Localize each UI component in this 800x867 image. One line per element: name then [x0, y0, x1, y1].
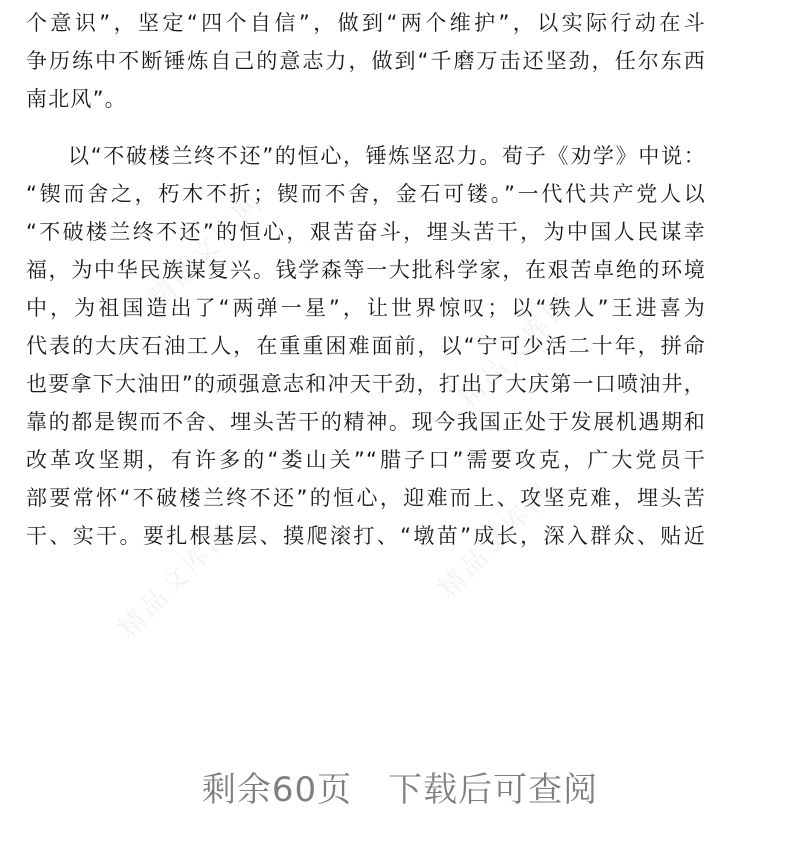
text-line: 南北风”。: [26, 87, 127, 111]
remaining-pages-label: 剩余60页: [201, 770, 353, 810]
watermark: 精品文库网: [113, 516, 241, 644]
download-hint-label: 下载后可查阅: [388, 770, 599, 810]
text-line: 部要常怀“不破楼兰终不还”的恒心，迎难而上、攻坚克难，埋头苦: [26, 486, 706, 510]
watermark: 精品文库网: [453, 286, 581, 414]
text-line: “不破楼兰终不还”的恒心，艰苦奋斗，埋头苦干，为中国人民谋幸: [26, 220, 706, 244]
text-line: 个意识”，坚定“四个自信”，做到“两个维护”，以实际行动在斗: [26, 11, 706, 35]
text-line: 中，为祖国造出了“两弹一星”，让世界惊叹；以“铁人”王进喜为: [26, 296, 706, 320]
paragraph-continuation: [26, 4, 706, 118]
watermark: 精品文库网: [143, 186, 271, 314]
text-line: 改革攻坚期，有许多的“娄山关”“腊子口”需要攻克，广大党员干: [26, 448, 706, 472]
text-line: 也要拿下大油田”的顽强意志和冲天干劲，打出了大庆第一口喷油井，: [26, 372, 706, 396]
text-line: 靠的都是锲而不舍、埋头苦干的精神。现今我国正处于发展机遇期和: [26, 410, 706, 434]
text-line: 代表的大庆石油工人，在重重困难面前，以“宁可少活二十年，拼命: [26, 334, 706, 358]
download-prompt[interactable]: [0, 762, 800, 811]
text-line: 干、实干。要扎根基层、摸爬滚打、“墩苗”成长，深入群众、贴近: [26, 524, 706, 548]
text-line: 争历练中不断锤炼自己的意志力，做到“千磨万击还坚劲，任尔东西: [26, 49, 706, 73]
text-line: 以“不破楼兰终不还”的恒心，锤炼坚忍力。荀子《劝学》中说：: [68, 144, 706, 168]
watermark: 精品文库网: [433, 476, 561, 604]
paragraph-perseverance: [26, 137, 706, 555]
text-line: 福，为中华民族谋复兴。钱学森等一大批科学家，在艰苦卓绝的环境: [26, 258, 706, 282]
text-line: “锲而舍之，朽木不折；锲而不舍，金石可镂。”一代代共产党人以: [26, 182, 706, 206]
